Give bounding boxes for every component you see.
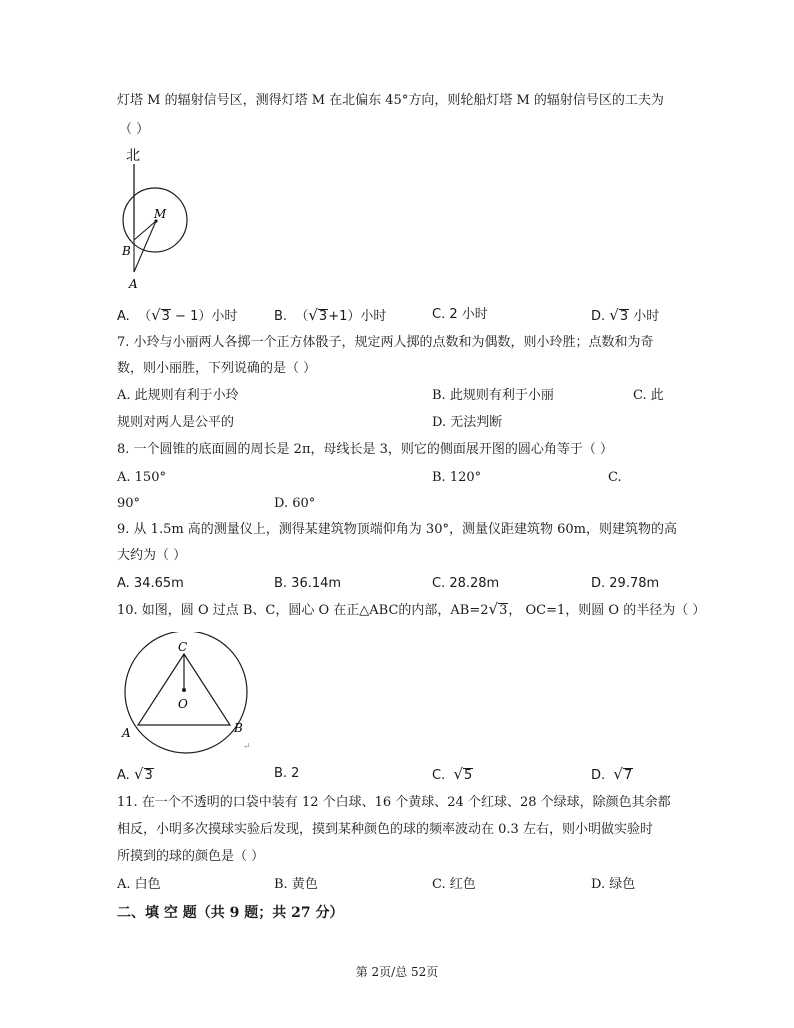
q11-option-d: D. 绿色 <box>591 877 636 892</box>
point-o <box>182 688 186 692</box>
label-b: B <box>234 721 243 735</box>
q8-option-c: C. <box>608 470 622 485</box>
q7-option-c-cont: 规则对两人是公平的 <box>117 415 235 430</box>
q10-circle-triangle-figure <box>112 632 260 762</box>
label-a: A <box>129 277 138 291</box>
q8-stem: 8. 一个圆锥的底面圆的周长是 2π，母线长是 3，则它的侧面展开图的圆心角等于（ ） <box>117 442 614 457</box>
label-o: O <box>178 697 188 711</box>
q9-option-d: D. 29.78m <box>591 576 660 591</box>
q11-stem-line1: 11. 在一个不透明的口袋中装有 12 个白球、16 个黄球、24 个红球、28 个绿球，除颜色其余都 <box>117 795 671 810</box>
page-number-footer: 第 2页/总 52页 <box>355 965 439 979</box>
q7-stem-line1: 7. 小玲与小丽两人各掷一个正方体骰子，规定两人掷的点数和为偶数，则小玲胜；点数和为奇 <box>117 335 654 350</box>
sqrt-7: 7 <box>623 768 633 783</box>
q9-option-c: C. 28.28m <box>432 576 500 591</box>
sqrt-3: 3 <box>318 309 328 324</box>
north-label: 北 <box>126 148 140 164</box>
q6-option-c: C. 2 小时 <box>432 307 488 322</box>
q11-option-a: A. 白色 <box>117 877 161 892</box>
segment-bm <box>134 221 156 240</box>
q7-option-a: A. 此规则有利于小玲 <box>117 388 239 403</box>
label-c: C <box>178 640 188 654</box>
q11-stem-line2: 相反，小明多次摸球实验后发现，摸到某种颜色的球的频率波动在 0.3 左右，则小明做实验时 <box>117 822 653 837</box>
q10-option-c: C. √5 <box>432 765 473 783</box>
q6-option-b: B. （√3+1）小时 <box>274 306 387 324</box>
q6-lighthouse-figure <box>112 142 202 292</box>
q7-option-d: D. 无法判断 <box>432 415 503 430</box>
q9-option-b: B. 36.14m <box>274 576 342 591</box>
sqrt-3: 3 <box>144 768 153 783</box>
q11-option-c: C. 红色 <box>432 877 476 892</box>
q10-option-a: A. √3 <box>117 765 153 783</box>
q8-option-d: D. 60° <box>274 496 316 511</box>
sqrt-3: 3 <box>619 309 629 324</box>
label-b: B <box>122 244 131 258</box>
sqrt-3: 3 <box>499 603 508 618</box>
q8-option-c-value: 90° <box>117 496 141 511</box>
q9-stem-line2: 大约为（ ） <box>117 548 187 563</box>
q10-option-d: D. √7 <box>591 765 633 783</box>
label-m: M <box>154 207 167 221</box>
q8-option-a: A. 150° <box>117 470 166 485</box>
q6-stem-line1: 灯塔 M 的辐射信号区，测得灯塔 M 在北偏东 45°方向，则轮船灯塔 M 的辐射信号区的工夫为 <box>117 93 664 108</box>
label-a: A <box>122 726 131 740</box>
sqrt-5: 5 <box>464 768 473 783</box>
q8-option-b: B. 120° <box>432 470 482 485</box>
return-mark-icon: ↵ <box>243 742 251 752</box>
q11-option-b: B. 黄色 <box>274 877 318 892</box>
section-2-heading: 二、填 空 题（共 9 题；共 27 分） <box>117 905 344 921</box>
q6-answer-paren: （ ） <box>119 122 150 137</box>
q6-option-d: D. √3 小时 <box>591 306 660 324</box>
q7-stem-line2: 数，则小丽胜，下列说确的是（ ） <box>117 361 317 376</box>
q10-option-b: B. 2 <box>274 766 300 781</box>
q7-option-b: B. 此规则有利于小丽 <box>432 388 554 403</box>
sqrt-3: 3 <box>161 309 170 324</box>
q10-stem: 10. 如图，圆 O 过点 B、C，圆心 O 在正△ABC的内部，AB=2√3， OC=1，则圆 O 的半径为（ ） <box>117 600 706 618</box>
q9-stem-line1: 9. 从 1.5m 高的测量仪上，测得某建筑物顶端仰角为 30°，测量仪距建筑物 60m，则建筑物的高 <box>117 522 677 537</box>
q9-option-a: A. 34.65m <box>117 576 184 591</box>
q11-stem-line3: 所摸到的球的颜色是（ ） <box>117 849 265 864</box>
q6-option-a: A. （√3 − 1）小时 <box>117 306 238 324</box>
q7-option-c: C. 此 <box>633 388 664 403</box>
